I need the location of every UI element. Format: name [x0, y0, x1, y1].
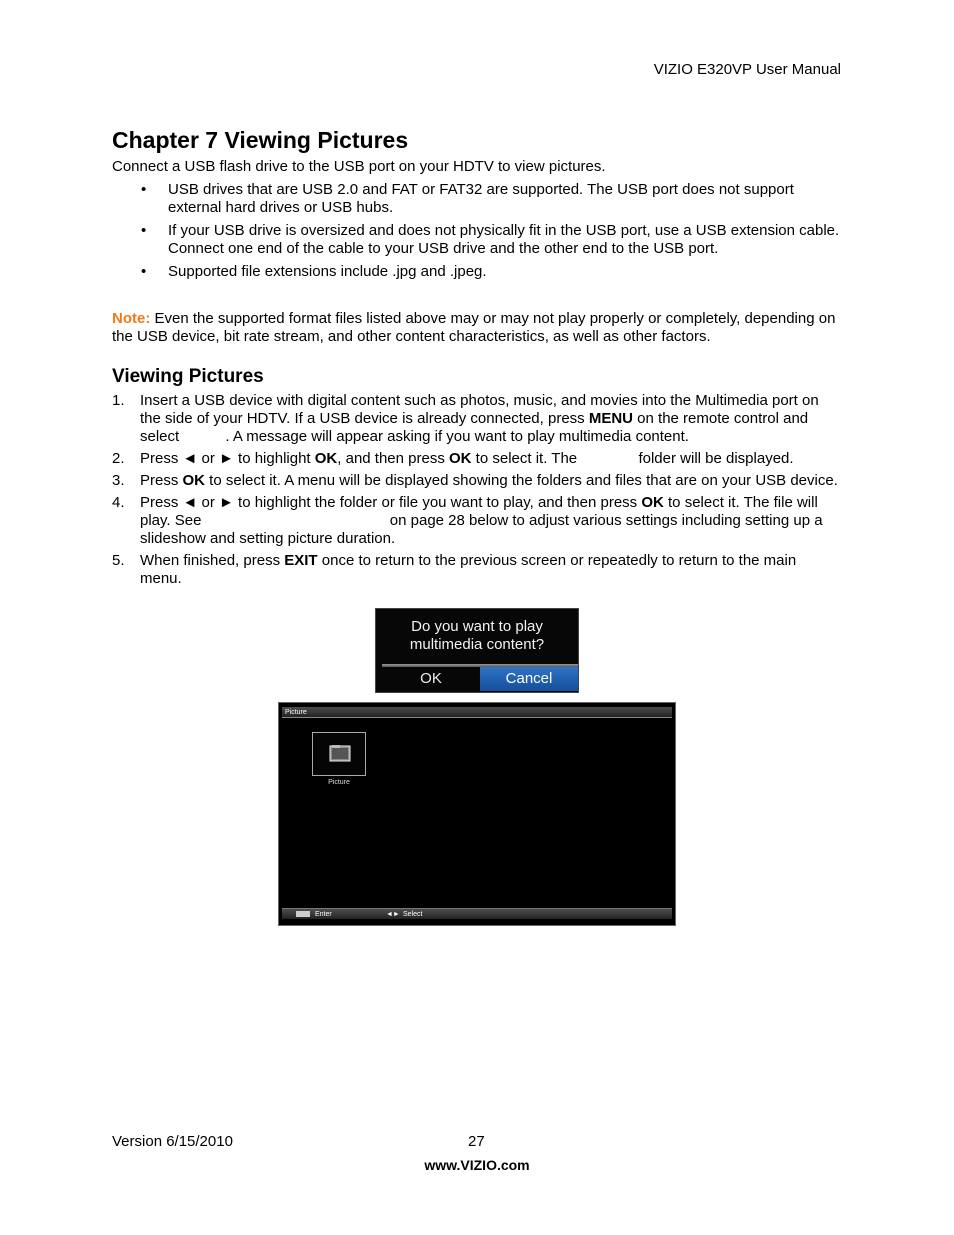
- picture-folder-tile[interactable]: [312, 732, 366, 776]
- step-text: to select it. A menu will be displayed showing the folders and files that are on your USB device.: [205, 472, 838, 489]
- folder-label: Picture: [328, 779, 350, 786]
- version-text: Version 6/15/2010: [112, 1133, 233, 1150]
- chapter-title: Chapter 7 Viewing Pictures: [112, 127, 409, 153]
- step-text: to select it. The: [471, 450, 582, 467]
- dialog-question: Do you want to play multimedia content?: [409, 618, 545, 653]
- footer-select-label: Select: [403, 911, 423, 918]
- website-url: www.VIZIO.com: [424, 1157, 530, 1173]
- note-label: Note:: [112, 310, 151, 327]
- step-text: on page 28 below to adjust various settings including setting up a slideshow and setting picture duration.: [140, 512, 823, 547]
- step-text: once to return to the previous screen or repeatedly to return to the main menu.: [140, 552, 797, 587]
- step-item: [112, 392, 842, 446]
- key-label: OK: [641, 494, 664, 511]
- step-text: to select it. The file will play. See: [140, 494, 818, 529]
- step-text: Press: [140, 472, 183, 489]
- ok-key-icon: [296, 911, 310, 917]
- step-text: folder will be displayed.: [634, 450, 794, 467]
- step-number: 5.: [112, 552, 125, 569]
- step-text: When finished, press: [140, 552, 285, 569]
- step-text: on the remote control and select: [140, 410, 809, 445]
- step-text: Press ◄ or ► to highlight the folder or file you want to play, and then press: [140, 494, 642, 511]
- multimedia-dialog-screenshot: [375, 608, 579, 693]
- list-item: • USB drives that are USB 2.0 and FAT or FAT32 are supported. The USB port does not support external hard drives or USB hubs.: [112, 181, 842, 217]
- cancel-button[interactable]: Cancel: [480, 667, 578, 691]
- step-number: 1.: [112, 392, 125, 409]
- steps-list: [112, 392, 842, 592]
- step-text: , and then press: [337, 450, 450, 467]
- note-text: Even the supported format files listed above may or may not play properly or completely, depending on the USB device, bit rate stream, and other content characteristics, as well as other factors.: [112, 310, 836, 345]
- folder-icon: [329, 744, 351, 762]
- step-item: [112, 494, 842, 548]
- page-number: 27: [468, 1133, 485, 1150]
- step-text: . A message will appear asking if you want to play multimedia content.: [225, 428, 689, 445]
- step-number: 3.: [112, 472, 125, 489]
- section-title: Viewing Pictures: [112, 366, 264, 387]
- key-label: OK: [182, 472, 206, 489]
- footer-enter-label: Enter: [315, 911, 332, 918]
- step-item: [112, 450, 842, 468]
- step-item: [112, 472, 842, 490]
- note-paragraph: [112, 310, 842, 346]
- key-label: MENU: [588, 410, 634, 427]
- arrow-keys-icon: ◄►: [386, 911, 400, 918]
- picture-browser-screenshot: [278, 702, 676, 926]
- key-label: EXIT: [284, 552, 318, 569]
- key-label: OK: [449, 450, 472, 467]
- requirements-list: [112, 181, 842, 286]
- step-text: Press ◄ or ► to highlight: [140, 450, 315, 467]
- browser-footer-bar: [282, 908, 672, 919]
- step-number: 4.: [112, 494, 125, 511]
- manual-title: VIZIO E320VP User Manual: [653, 61, 841, 78]
- list-item: • If your USB drive is oversized and does not physically fit in the USB port, use a USB extension cable. Connect one end of the cable to your USB drive and the other end to the USB port.: [112, 222, 842, 258]
- key-label: OK: [314, 450, 338, 467]
- intro-text: Connect a USB flash drive to the USB port on your HDTV to view pictures.: [112, 158, 606, 175]
- ok-button[interactable]: OK: [420, 670, 442, 687]
- browser-title: Picture: [285, 709, 307, 716]
- browser-title-bar: [282, 707, 672, 718]
- list-item: • Supported file extensions include .jpg and .jpeg.: [112, 263, 842, 281]
- step-number: 2.: [112, 450, 125, 467]
- step-item: [112, 552, 842, 588]
- step-text: Insert a USB device with digital content such as photos, music, and movies into the Multimedia port on the side of your HDTV. If a USB device is already connected, press: [140, 392, 819, 427]
